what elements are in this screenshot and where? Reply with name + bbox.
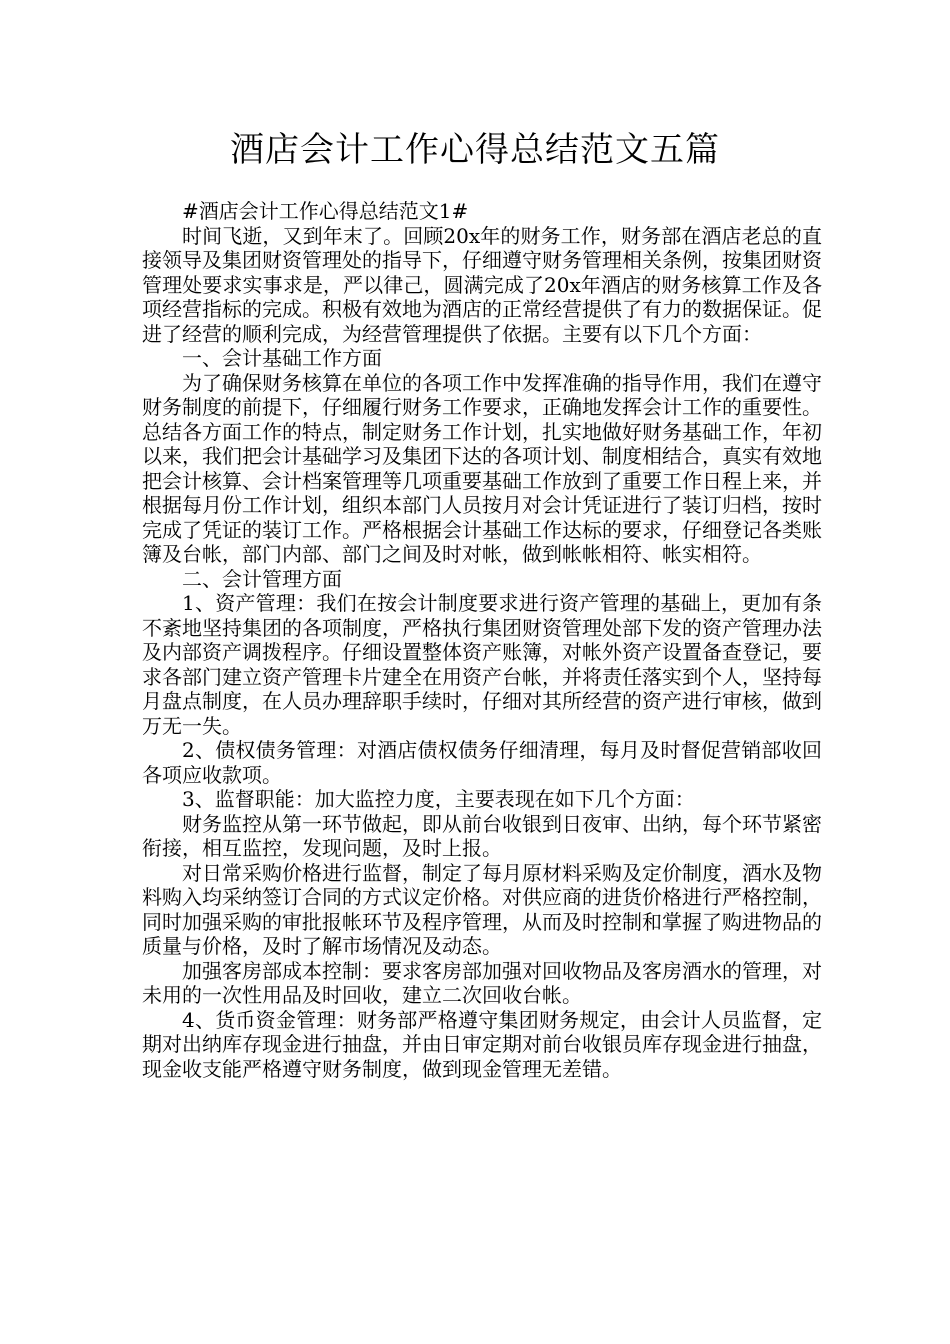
subheading-accounting-management: 二、会计管理方面 xyxy=(182,566,342,591)
procurement-paragraph: 对日常采购价格进行监督，制定了每月原材料采购及定价制度，酒水及物料购入均采纳签订合同的方式议定价格。对供应商的进货价格进行严格控制，同时加强采购的审批报帐环节及程序管理，从而及时控制和掌握了购进物品的质量与价格，及时了解市场情况及动态。 xyxy=(142,860,822,958)
cash-management-paragraph: 4、货币资金管理：财务部严格遵守集团财务规定，由会计人员监督，定期对出纳库存现金进行抽盘，并由日审定期对前台收银员库存现金进行抽盘，现金收支能严格遵守财务制度，做到现金管理无差错。 xyxy=(142,1007,822,1081)
housekeeping-cost-paragraph: 加强客房部成本控制：要求客房部加强对回收物品及客房酒水的管理，对未用的一次性用品及时回收，建立二次回收台帐。 xyxy=(142,958,822,1007)
accounting-basics-paragraph: 为了确保财务核算在单位的各项工作中发挥准确的指导作用，我们在遵守财务制度的前提下，仔细履行财务工作要求，正确地发挥会计工作的重要性。总结各方面工作的特点，制定财务工作计划，扎实地做好财务基础工作，年初以来，我们把会计基础学习及集团下达的各项计划、制度相结合，真实有效地把会计核算、会计档案管理等几项重要基础工作放到了重要工作日程上来，并根据每月份工作计划，组织本部门人员按月对会计凭证进行了装订归档，按时完成了凭证的装订工作。严格根据会计基础工作达标的要求，仔细登记各类账簿及台帐，部门内部、部门之间及时对帐，做到帐帐相符、帐实相符。 xyxy=(142,370,822,566)
subheading-accounting-basics: 一、会计基础工作方面 xyxy=(182,346,382,370)
section-heading-1: #酒店会计工作心得总结范文1# xyxy=(182,199,469,223)
financial-monitoring-paragraph: 财务监控从第一环节做起，即从前台收银到日夜审、出纳，每个环节紧密衔接，相互监控，发现问题，及时上报。 xyxy=(142,811,822,860)
document-body xyxy=(142,199,822,1081)
asset-management-paragraph: 1、资产管理：我们在按会计制度要求进行资产管理的基础上，更加有条不紊地坚持集团的各项制度，严格执行集团财资管理处部下发的资产管理办法及内部资产调拨程序。仔细设置整体资产账簿，对帐外资产设置备查登记，要求各部门建立资产管理卡片建全在用资产台帐，并将责任落实到个人，坚持每月盘点制度，在人员办理辞职手续时，仔细对其所经营的资产进行审核，做到万无一失。 xyxy=(142,591,822,738)
intro-paragraph: 时间飞逝，又到年末了。回顾20x年的财务工作，财务部在酒店老总的直接领导及集团财资管理处的指导下，仔细遵守财务管理相关条例，按集团财资管理处要求实事求是，严以律己，圆满完成了20x年酒店的财务核算工作及各项经营指标的完成。积极有效地为酒店的正常经营提供了有力的数据保证。促进了经营的顺利完成，为经营管理提供了依据。主要有以下几个方面： xyxy=(142,223,822,346)
supervision-paragraph: 3、监督职能：加大监控力度，主要表现在如下几个方面： xyxy=(182,787,695,811)
document-title: 酒店会计工作心得总结范文五篇 xyxy=(230,130,720,170)
debt-management-paragraph: 2、债权债务管理：对酒店债权债务仔细清理，每月及时督促营销部收回各项应收款项。 xyxy=(142,738,822,787)
